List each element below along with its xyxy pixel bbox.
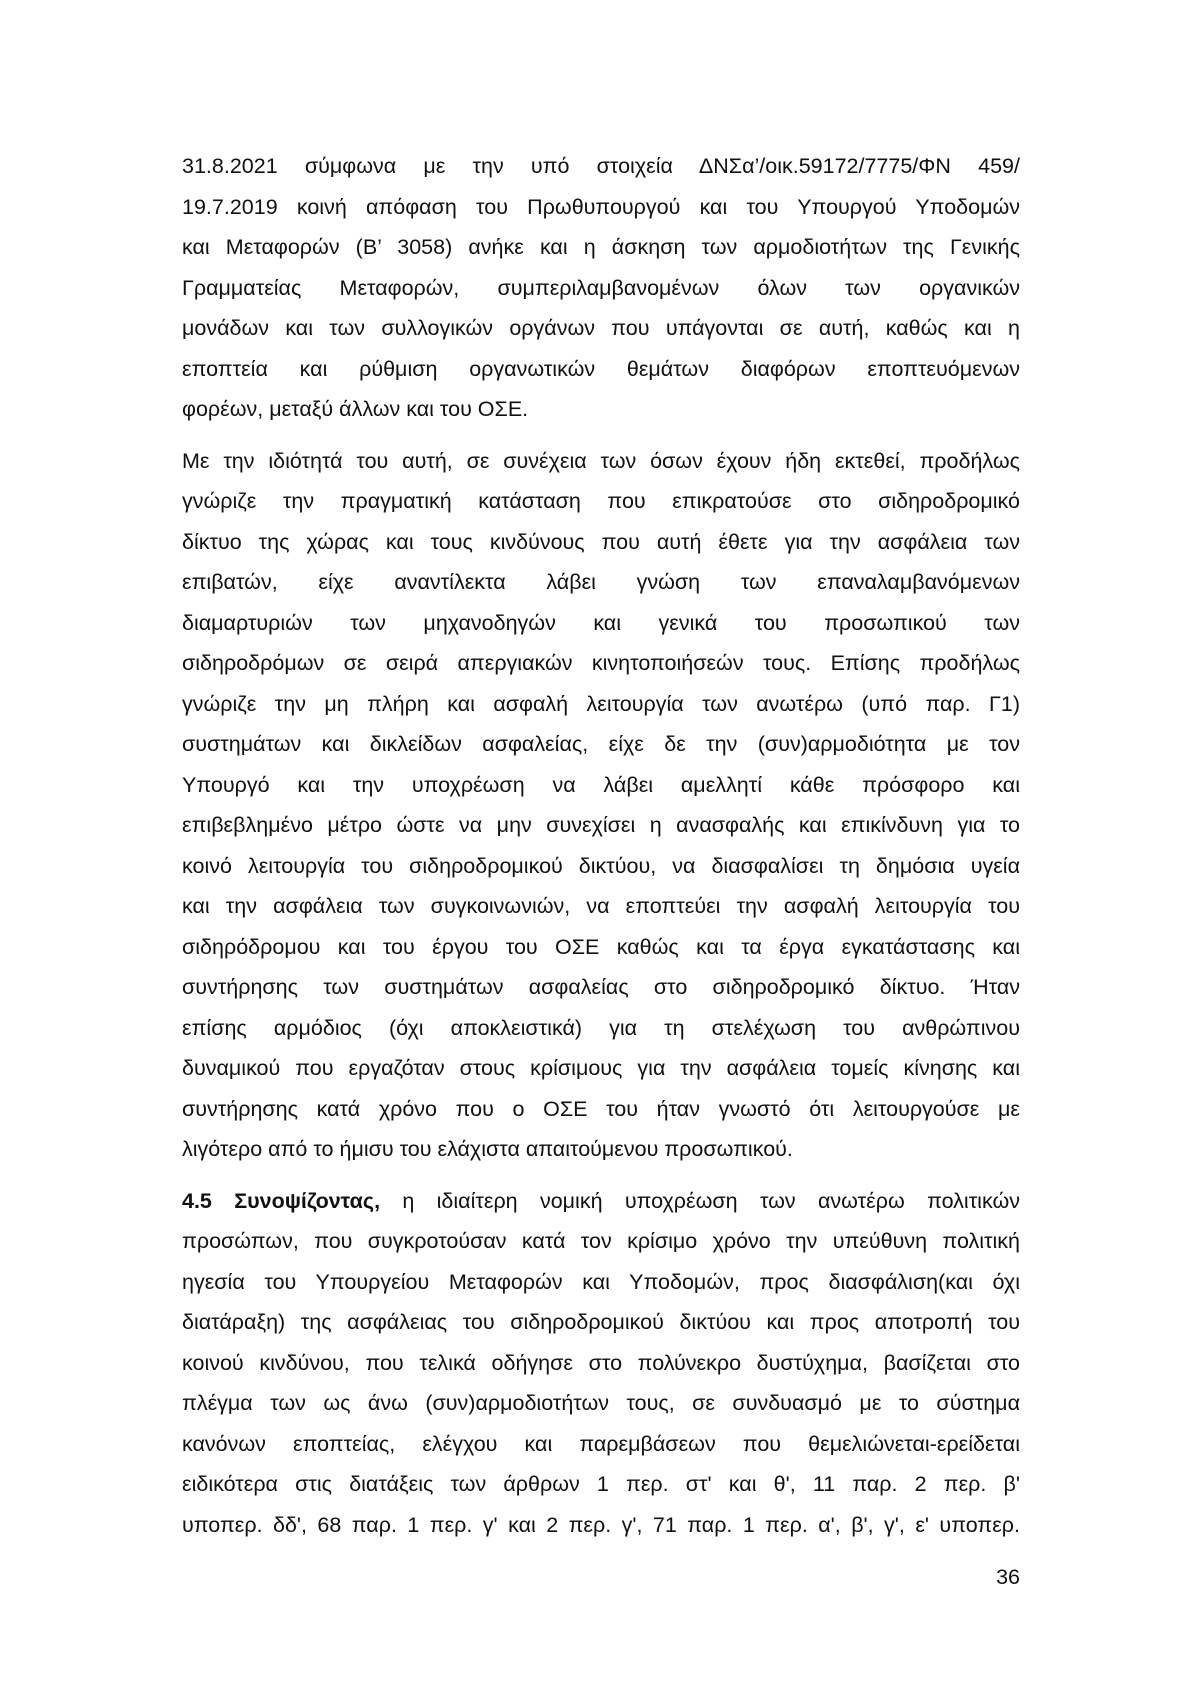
text-line: διατάραξη) της ασφάλειας του σιδηροδρομικού δικτύου και προς αποτροπή του	[182, 1310, 1020, 1334]
text-line: συντήρησης των συστημάτων ασφαλείας στο σιδηροδρομικό δίκτυο. Ήταν	[182, 975, 1020, 999]
text-line: γνώριζε την μη πλήρη και ασφαλή λειτουργία των ανωτέρω (υπό παρ. Γ1)	[182, 691, 1020, 716]
text-line: επιβατών, είχε αναντίλεκτα λάβει γνώση των επαναλαμβανόμενων	[182, 570, 1020, 594]
text-line: δίκτυο της χώρας και τους κινδύνους που αυτή έθετε για την ασφάλεια των	[182, 529, 1020, 554]
text-line: επιβεβλημένο μέτρο ώστε να μην συνεχίσει η ανασφαλής και επικίνδυνη για το	[182, 813, 1020, 837]
text-line: ειδικότερα στις διατάξεις των άρθρων 1 περ. στ' και θ', 11 παρ. 2 περ. β'	[182, 1472, 1020, 1496]
paragraph	[182, 146, 1020, 430]
text-line: και την ασφάλεια των συγκοινωνιών, να εποπτεύει την ασφαλή λειτουργία του	[182, 894, 1020, 918]
document-body	[182, 146, 1020, 1556]
paragraph	[182, 1181, 1020, 1546]
text-line: ηγεσία του Υπουργείου Μεταφορών και Υποδομών, προς διασφάλιση(και όχι	[182, 1269, 1020, 1294]
text-line: συστημάτων και δικλείδων ασφαλείας, είχε δε την (συν)αρμοδιότητα με τον	[182, 732, 1020, 756]
text-line: φορέων, μεταξύ άλλων και του ΟΣΕ.	[182, 397, 529, 421]
paragraph	[182, 441, 1020, 1170]
text-line: διαμαρτυριών των μηχανοδηγών και γενικά του προσωπικού των	[182, 610, 1020, 635]
text-line: εποπτεία και ρύθμιση οργανωτικών θεμάτων διαφόρων εποπτευόμενων	[182, 356, 1020, 381]
text-line: γνώριζε την πραγματική κατάσταση που επικρατούσε στο σιδηροδρομικό	[182, 489, 1020, 513]
text-line	[182, 1181, 1020, 1222]
text-line: 19.7.2019 κοινή απόφαση του Πρωθυπουργού και του Υπουργού Υποδομών	[182, 194, 1020, 219]
text-line: κοινό λειτουργία του σιδηροδρομικού δικτύου, να διασφαλίσει τη δημόσια υγεία	[182, 853, 1020, 878]
text-line: και Μεταφορών (Β’ 3058) ανήκε και η άσκηση των αρμοδιοτήτων της Γενικής	[182, 235, 1020, 259]
text-line: 31.8.2021 σύμφωνα με την υπό στοιχεία ΔΝΣα’/οικ.59172/7775/ΦΝ 459/	[182, 154, 1020, 178]
text-line: πλέγμα των ως άνω (συν)αρμοδιοτήτων τους, σε συνδυασμό με το σύστημα	[182, 1391, 1020, 1415]
text-line: σιδηρόδρομου και του έργου του ΟΣΕ καθώς και τα έργα εγκατάστασης και	[182, 934, 1020, 959]
text-line: επίσης αρμόδιος (όχι αποκλειστικά) για τη στελέχωση του ανθρώπινου	[182, 1015, 1020, 1040]
text-line: υποπερ. δδ', 68 παρ. 1 περ. γ' και 2 περ. γ', 71 παρ. 1 περ. α', β', γ', ε' υποπερ.	[182, 1512, 1020, 1537]
section-heading: 4.5 Συνοψίζοντας,	[182, 1188, 381, 1213]
text-line: Υπουργό και την υποχρέωση να λάβει αμελλητί κάθε πρόσφορο και	[182, 772, 1020, 797]
text-line: σιδηροδρόμων σε σειρά απεργιακών κινητοποιήσεών τους. Επίσης προδήλως	[182, 651, 1020, 675]
page-number: 36	[996, 1565, 1020, 1589]
text-line: κοινού κινδύνου, που τελικά οδήγησε στο πολύνεκρο δυστύχημα, βασίζεται στο	[182, 1350, 1020, 1375]
text-line: Γραμματείας Μεταφορών, συμπεριλαμβανομένων όλων των οργανικών	[182, 275, 1020, 300]
text-line: προσώπων, που συγκροτούσαν κατά τον κρίσιμο χρόνο την υπεύθυνη πολιτική	[182, 1229, 1020, 1253]
text-segment: η ιδιαίτερη νομική υποχρέωση των ανωτέρω πολιτικών	[380, 1188, 1020, 1213]
text-line: κανόνων εποπτείας, ελέγχου και παρεμβάσεων που θεμελιώνεται-ερείδεται	[182, 1431, 1020, 1456]
text-line: συντήρησης κατά χρόνο που ο ΟΣΕ του ήταν γνωστό ότι λειτουργούσε με	[182, 1096, 1020, 1121]
text-line: μονάδων και των συλλογικών οργάνων που υπάγονται σε αυτή, καθώς και η	[182, 316, 1020, 340]
text-line: Με την ιδιότητά του αυτή, σε συνέχεια των όσων έχουν ήδη εκτεθεί, προδήλως	[182, 448, 1020, 473]
text-line: δυναμικού που εργαζόταν στους κρίσιμους για την ασφάλεια τομείς κίνησης και	[182, 1056, 1020, 1080]
text-line: λιγότερο από το ήμισυ του ελάχιστα απαιτούμενου προσωπικού.	[182, 1137, 793, 1161]
